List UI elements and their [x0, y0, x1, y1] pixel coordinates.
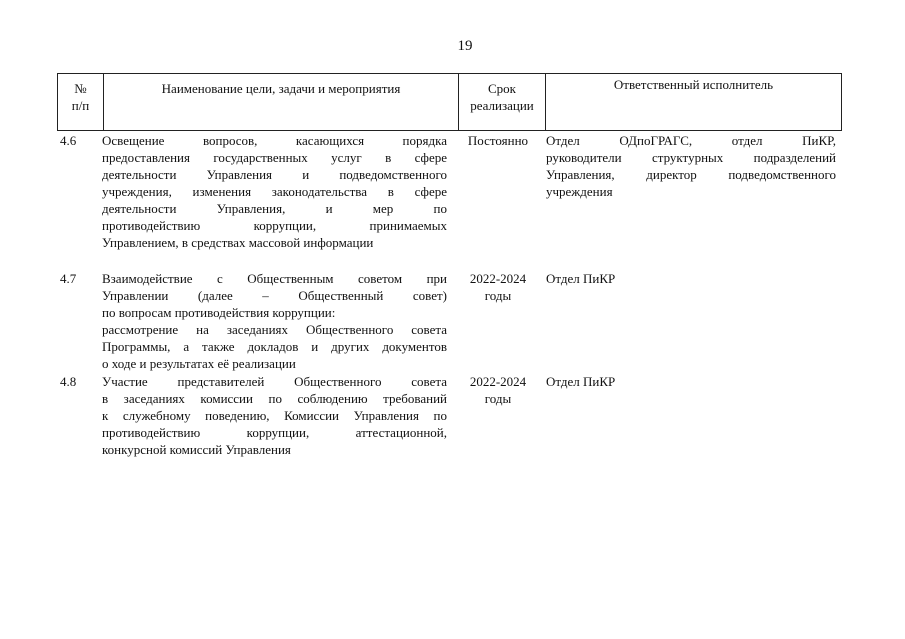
row-measure-name — [102, 132, 447, 251]
header-term-line2: реализации — [470, 98, 534, 113]
measure-line: Участие представителей Общественного совета — [102, 374, 447, 389]
row-number: 4.6 — [60, 133, 77, 148]
row-term — [458, 132, 538, 149]
header-name-cell — [104, 74, 459, 131]
row-term — [458, 270, 538, 304]
measure-line: рассмотрение на заседаниях Общественного совета — [102, 322, 447, 337]
header-term-line1: Срок — [488, 81, 516, 96]
measure-line: Управлении (далее – Общественный совет) — [102, 288, 447, 303]
measure-line: Программы, а также докладов и других документов — [102, 339, 447, 354]
row-executor — [546, 132, 836, 200]
executor-line: Отдел ОДпоГРАГС, отдел ПиКР, — [546, 133, 836, 148]
measure-line: о ходе и результатах её реализации — [102, 356, 296, 371]
measure-line: деятельности Управления и подведомственного — [102, 167, 447, 182]
term-line: 2022-2024 — [469, 374, 527, 389]
measure-line: Управлением, в средствах массовой информации — [102, 235, 374, 250]
row-measure-name — [102, 270, 447, 372]
executor-line: руководители структурных подразделений — [546, 150, 836, 165]
measure-line: деятельности Управления, и мер по — [102, 201, 447, 216]
measure-line: Взаимодействие с Общественным советом при — [102, 271, 447, 286]
term-line: годы — [484, 391, 512, 406]
measure-line: учреждения, изменения законодательства в сфере — [102, 184, 447, 199]
measure-line: противодействию коррупции, принимаемых — [102, 218, 447, 233]
header-executor-cell — [546, 74, 842, 131]
row-executor — [546, 373, 836, 390]
row-number: 4.8 — [60, 374, 77, 389]
row-number: 4.7 — [60, 271, 77, 286]
header-num-symbol: № — [74, 81, 87, 96]
executor-line: Отдел ПиКР — [546, 271, 616, 286]
measure-line: к служебному поведению, Комиссии Управления по — [102, 408, 447, 423]
row-measure-name — [102, 373, 447, 458]
row-executor — [546, 270, 836, 287]
measure-line: по вопросам противодействия коррупции: — [102, 305, 336, 320]
executor-line: учреждения — [546, 184, 613, 199]
header-executor: Ответственный исполнитель — [613, 77, 774, 92]
term-line: годы — [484, 288, 512, 303]
term-line: 2022-2024 — [469, 271, 527, 286]
table-header — [57, 73, 842, 131]
executor-line: Управления, директор подведомственного — [546, 167, 836, 182]
header-num-abbr: п/п — [71, 98, 90, 113]
measure-line: противодействию коррупции, аттестационной, — [102, 425, 447, 440]
measure-line: в заседаниях комиссии по соблюдению требований — [102, 391, 447, 406]
measure-line: конкурсной комиссий Управления — [102, 442, 291, 457]
measure-line: Освещение вопросов, касающихся порядка — [102, 133, 447, 148]
header-num-cell — [58, 74, 104, 131]
page-number: 19 — [457, 38, 473, 54]
row-term — [458, 373, 538, 407]
executor-line: Отдел ПиКР — [546, 374, 616, 389]
term-line: Постоянно — [467, 133, 529, 148]
measure-line: предоставления государственных услуг в сфере — [102, 150, 447, 165]
header-term-cell — [459, 74, 546, 131]
header-name: Наименование цели, задачи и мероприятия — [161, 81, 401, 96]
